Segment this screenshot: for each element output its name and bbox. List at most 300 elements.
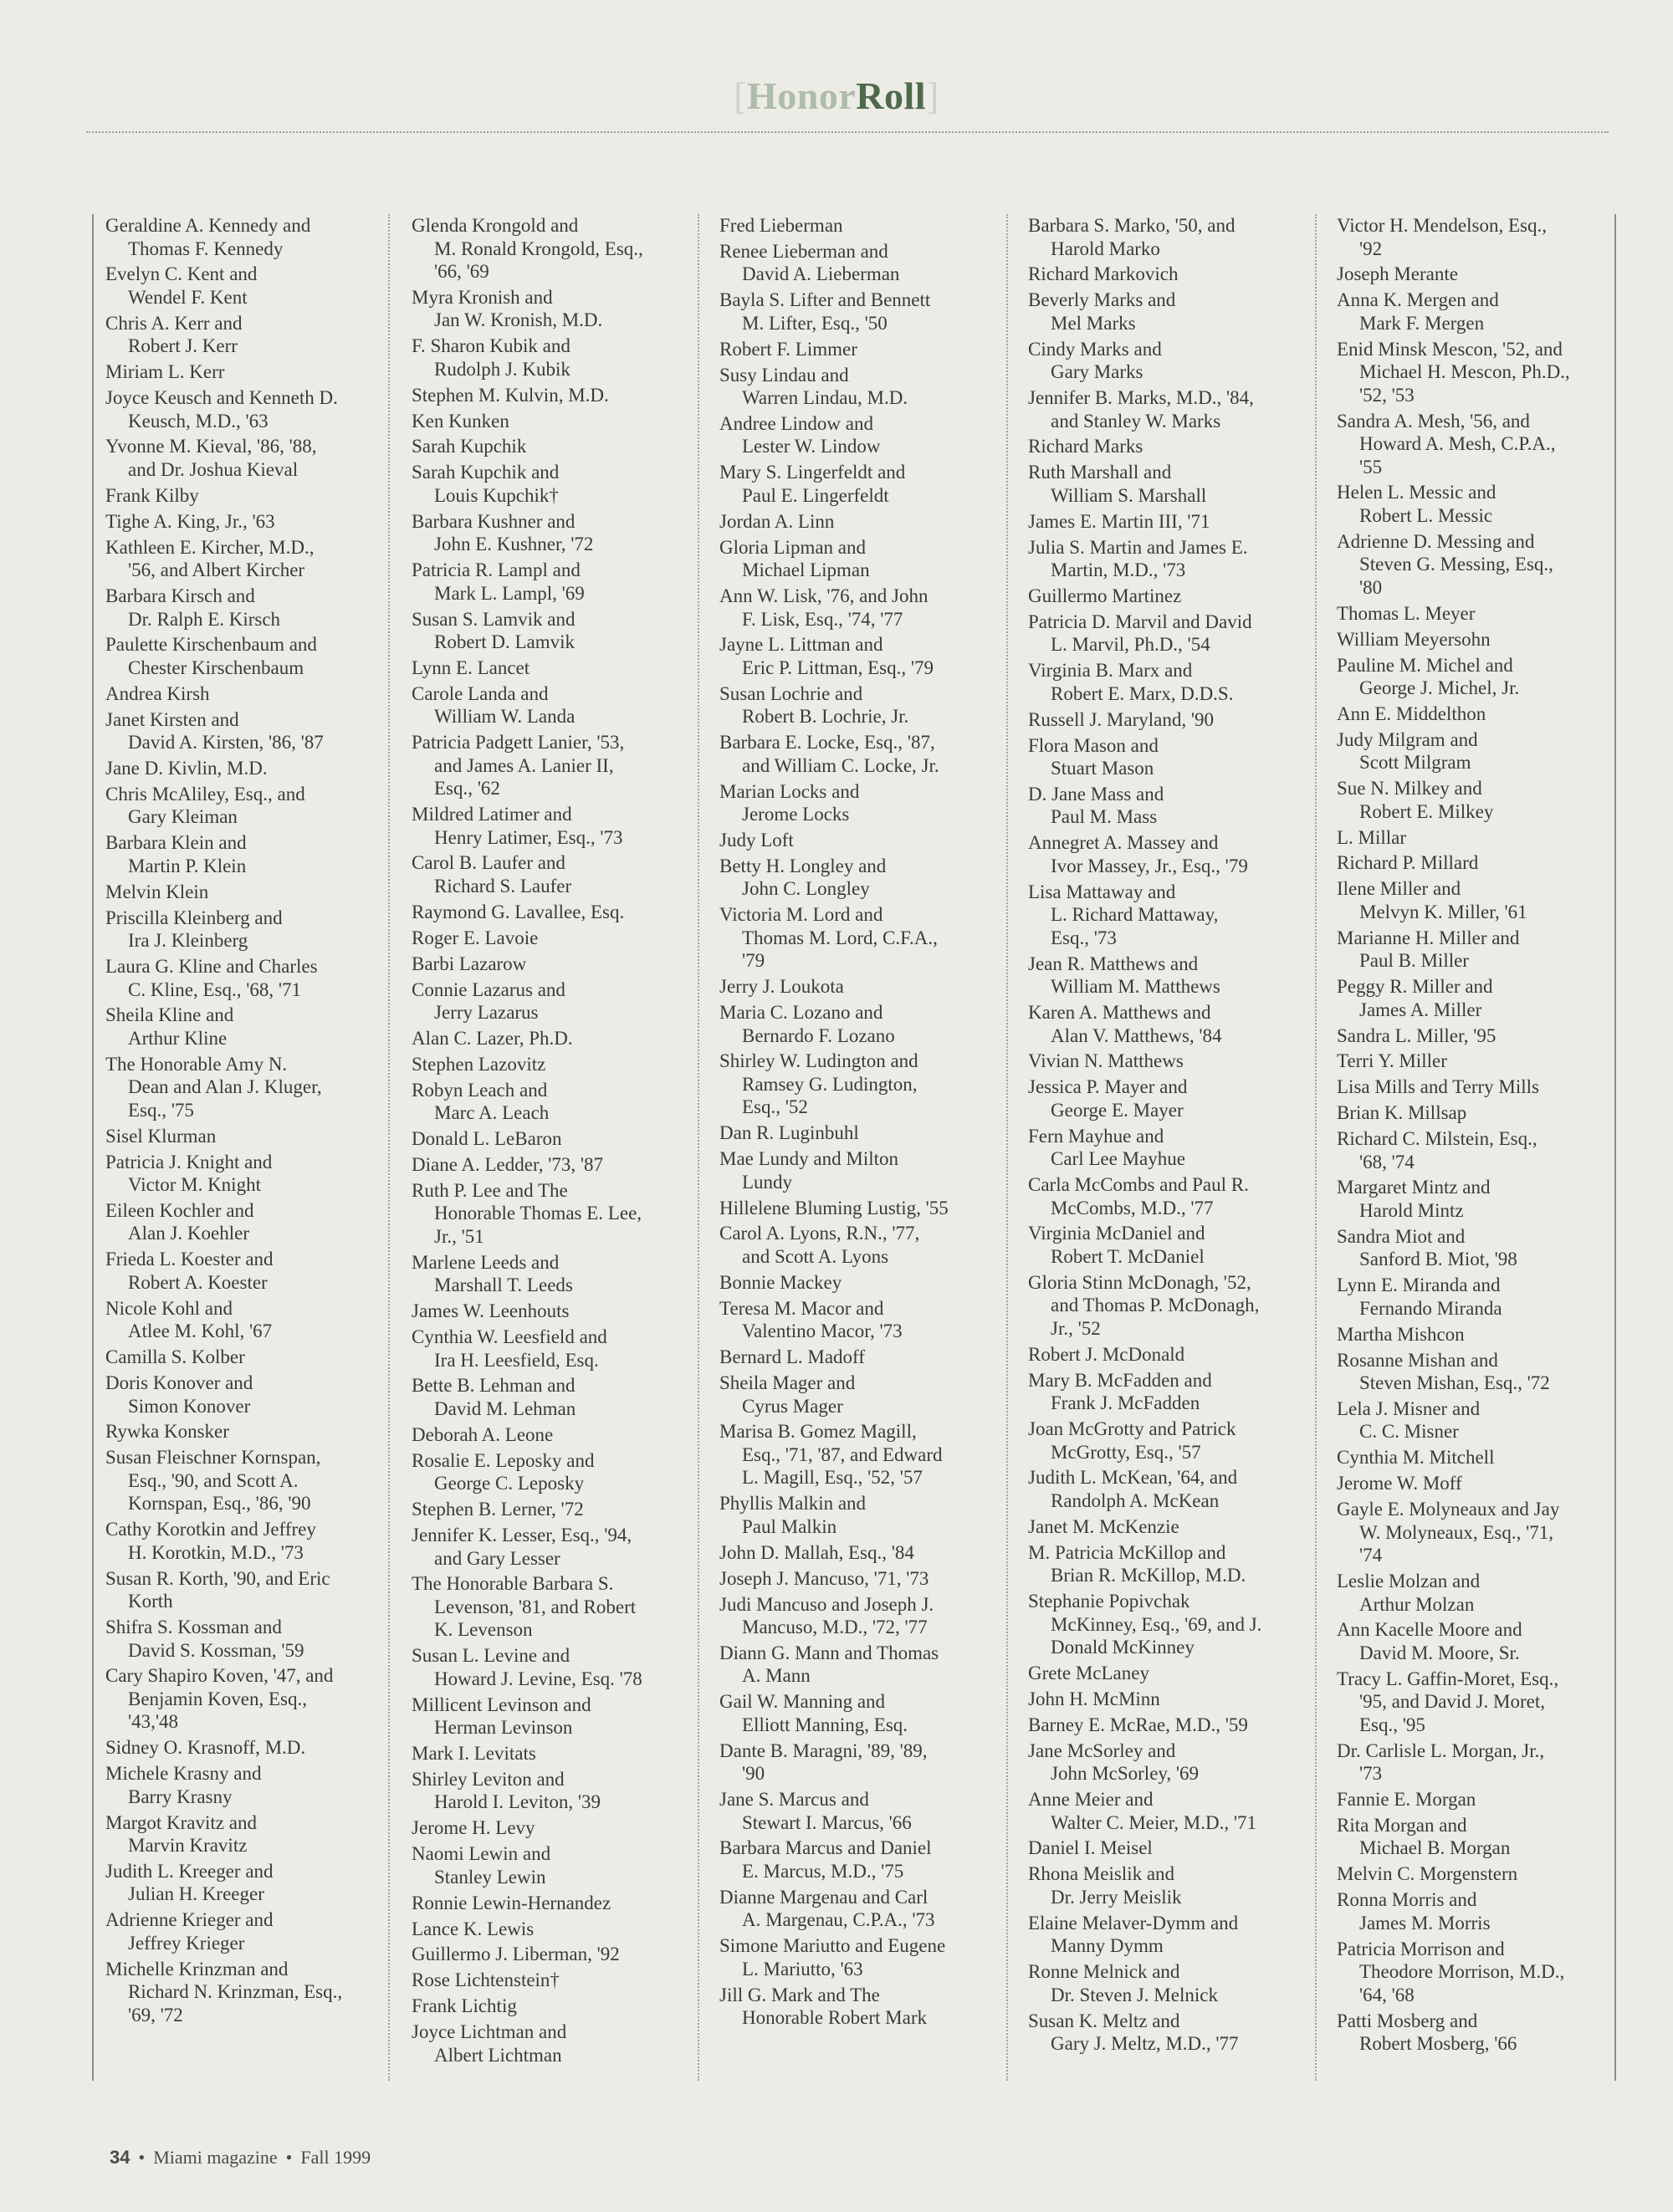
donor-name-line: Lynn E. Lancet: [412, 656, 530, 678]
donor-name-line: Lela J. Misner and: [1337, 1397, 1481, 1419]
donor-entry: [1028, 1001, 1300, 1047]
issue-date: Fall 1999: [300, 2147, 371, 2168]
honor-roll-heading: [0, 74, 1673, 118]
donor-entry: [412, 1572, 683, 1642]
donor-name-continuation: Dr. Steven J. Melnick: [1051, 1984, 1218, 2005]
donor-name-continuation: Bernardo F. Lozano: [742, 1024, 895, 1046]
donor-entry: [1028, 1662, 1300, 1685]
donor-name-continuation: '55: [1359, 456, 1383, 478]
donor-name-line: Richard C. Milstein, Esq.,: [1337, 1128, 1537, 1150]
donor-entry: [412, 384, 683, 407]
donor-entry: [412, 1943, 683, 1966]
donor-name-line: Connie Lazarus and: [412, 978, 565, 1000]
donor-entry: [1028, 1515, 1300, 1539]
donor-name-line: Kathleen E. Kircher, M.D.,: [105, 536, 315, 558]
donor-entry: [105, 633, 377, 679]
donor-name-line: Laura G. Kline and Charles: [105, 956, 318, 978]
donor-name-continuation: and Dr. Joshua Kieval: [128, 458, 299, 480]
column-divider: [698, 214, 699, 2081]
donor-entry: [105, 312, 377, 358]
donor-entry: [1028, 1271, 1300, 1341]
donor-name-line: Judy Milgram and: [1337, 728, 1478, 750]
donor-entry: [1028, 1125, 1300, 1171]
donor-name-line: Judi Mancuso and Joseph J.: [719, 1593, 934, 1615]
donor-entry: [105, 1762, 377, 1808]
donor-name-line: Frank Lichtig: [412, 1995, 517, 2017]
donor-name-continuation: James A. Miller: [1359, 999, 1482, 1020]
donor-name-line: Martha Mishcon: [1337, 1323, 1465, 1345]
donor-name-continuation: Michael Lipman: [742, 559, 870, 581]
donor-entry: [412, 559, 683, 605]
donor-name-continuation: Atlee M. Kohl, '67: [128, 1321, 273, 1342]
donor-name-line: Barbara Kushner and: [412, 510, 576, 532]
donor-name-continuation: McGrotty, Esq., '57: [1051, 1441, 1201, 1463]
donor-name-line: Raymond G. Lavallee, Esq.: [412, 901, 625, 922]
donor-name-line: Grete McLaney: [1028, 1663, 1149, 1683]
donor-entry: [719, 1541, 991, 1565]
donor-name-continuation: Marvin Kravitz: [128, 1835, 248, 1857]
donor-entry: [719, 731, 991, 777]
donor-name-line: Tracy L. Gaffin-Moret, Esq.,: [1337, 1668, 1559, 1689]
donor-name-line: Robyn Leach and: [412, 1079, 548, 1101]
donor-name-continuation: and William C. Locke, Jr.: [742, 754, 939, 776]
donor-name-line: Anna K. Mergen and: [1337, 289, 1499, 311]
donor-entry: [1028, 1837, 1300, 1860]
publication-name: Miami magazine: [153, 2147, 278, 2168]
donor-entry: [719, 1121, 991, 1145]
donor-name-continuation: Stuart Mason: [1051, 758, 1154, 779]
donor-name-line: Lynn E. Miranda and: [1337, 1275, 1501, 1296]
donor-name-continuation: Simon Konover: [128, 1395, 251, 1417]
donor-name-continuation: C. Kline, Esq., '68, '71: [128, 978, 301, 1000]
donor-name-continuation: Rudolph J. Kubik: [434, 358, 570, 380]
donor-name-line: Sandra L. Miller, '95: [1337, 1024, 1496, 1046]
donor-name-continuation: Richard S. Laufer: [434, 875, 572, 897]
donor-name-line: Peggy R. Miller and: [1337, 976, 1493, 998]
donor-name-line: Ruth Marshall and: [1028, 462, 1172, 483]
donor-name-continuation: Mark F. Mergen: [1359, 312, 1485, 334]
donor-name-continuation: David A. Kirsten, '86, '87: [128, 732, 324, 754]
left-margin-rule: [92, 214, 94, 2081]
donor-name-line: Frieda L. Koester and: [105, 1249, 274, 1270]
donor-name-continuation: Levenson, '81, and Robert: [434, 1596, 637, 1617]
donor-name-continuation: Stanley Lewin: [434, 1866, 546, 1888]
donor-name-line: Elaine Melaver-Dymm and: [1028, 1912, 1239, 1934]
column-divider: [1006, 214, 1008, 2081]
donor-name-line: Miriam L. Kerr: [105, 361, 225, 383]
donor-name-line: Bernard L. Madoff: [719, 1346, 865, 1368]
donor-name-line: Susan K. Meltz and: [1028, 2010, 1180, 2031]
donor-name-line: Lance K. Lewis: [412, 1918, 535, 1939]
donor-name-line: Sue N. Milkey and: [1337, 778, 1482, 799]
donor-entry: [1028, 783, 1300, 829]
donor-name-continuation: '73: [1359, 1763, 1383, 1785]
donor-entry: [412, 1693, 683, 1739]
donor-entry: [1337, 1075, 1609, 1099]
donor-entry: [412, 1842, 683, 1888]
donor-entry: [719, 1739, 991, 1785]
donor-entry: [105, 1346, 377, 1369]
donor-name-continuation: Jerome Locks: [742, 804, 850, 825]
donor-name-line: Dr. Carlisle L. Morgan, Jr.,: [1337, 1739, 1545, 1761]
name-column-1: [105, 214, 377, 2030]
donor-name-line: Barbi Lazarow: [412, 953, 527, 974]
donor-name-continuation: Keusch, M.D., '63: [128, 410, 269, 432]
donor-name-continuation: Melvyn K. Miller, '61: [1359, 901, 1527, 922]
donor-entry: [105, 1567, 377, 1613]
donor-entry: [1337, 1472, 1609, 1495]
donor-name-line: Sandra Miot and: [1337, 1225, 1466, 1247]
donor-name-continuation: Esq., '75: [128, 1099, 194, 1121]
donor-entry: [1337, 826, 1609, 850]
donor-name-line: Robert F. Limmer: [719, 338, 857, 360]
donor-entry: [1028, 1418, 1300, 1464]
donor-entry: [1337, 1225, 1609, 1271]
donor-name-line: Dianne Margenau and Carl: [719, 1886, 929, 1908]
donor-name-line: Cynthia M. Mitchell: [1337, 1447, 1495, 1469]
donor-entry: [1337, 777, 1609, 823]
donor-name-continuation: Esq., '73: [1051, 927, 1117, 948]
donor-name-line: Patricia R. Lampl and: [412, 559, 581, 581]
donor-name-line: Myra Kronish and: [412, 286, 553, 308]
donor-entry: [105, 907, 377, 953]
donor-name-continuation: Cyrus Mager: [742, 1395, 843, 1417]
donor-entry: [412, 608, 683, 654]
donor-entry: [719, 214, 991, 238]
donor-entry: [719, 510, 991, 534]
donor-entry: [719, 1492, 991, 1538]
donor-name-continuation: Martin P. Klein: [128, 855, 247, 876]
donor-name-line: Jerome H. Levy: [412, 1817, 535, 1839]
donor-entry: [412, 1498, 683, 1521]
donor-name-line: Jennifer K. Lesser, Esq., '94,: [412, 1525, 632, 1545]
donor-name-line: Carole Landa and: [412, 682, 549, 704]
donor-name-line: M. Patricia McKillop and: [1028, 1541, 1226, 1563]
donor-entry: [1028, 1960, 1300, 2006]
donor-name-line: Lisa Mills and Terry Mills: [1337, 1076, 1540, 1098]
donor-name-continuation: Manny Dymm: [1051, 1935, 1164, 1957]
donor-entry: [719, 1420, 991, 1489]
donor-name-continuation: Dr. Jerry Meislik: [1051, 1886, 1182, 1908]
donor-name-line: Guillermo J. Liberman, '92: [412, 1944, 620, 1965]
donor-name-line: Susan L. Levine and: [412, 1645, 570, 1667]
donor-name-continuation: McKinney, Esq., '69, and J.: [1051, 1613, 1262, 1635]
donor-name-line: Mildred Latimer and: [412, 804, 572, 825]
donor-entry: [719, 1593, 991, 1639]
donor-name-continuation: Robert E. Milkey: [1359, 800, 1494, 822]
donor-entry: [105, 1446, 377, 1515]
donor-name-line: Thomas L. Meyer: [1337, 602, 1476, 624]
donor-entry: [412, 461, 683, 507]
donor-name-line: Barney E. McRae, M.D., '59: [1028, 1714, 1248, 1735]
donor-name-continuation: '43,'48: [128, 1711, 179, 1733]
donor-name-line: Beverly Marks and: [1028, 289, 1176, 311]
footer-bullet: •: [138, 2147, 146, 2168]
donor-entry: [719, 1690, 991, 1736]
donor-name-continuation: Dean and Alan J. Kluger,: [128, 1076, 322, 1098]
donor-name-continuation: M. Lifter, Esq., '50: [742, 312, 888, 334]
donor-name-line: Patricia Padgett Lanier, '53,: [412, 732, 625, 754]
donor-entry: [412, 1449, 683, 1495]
donor-name-line: Diane A. Ledder, '73, '87: [412, 1153, 604, 1175]
donor-entry: [412, 435, 683, 458]
donor-entry: [719, 412, 991, 458]
donor-name-continuation: '74: [1359, 1545, 1383, 1566]
donor-entry: [412, 682, 683, 728]
donor-name-continuation: John McSorley, '69: [1051, 1763, 1200, 1785]
donor-name-continuation: Robert D. Lamvik: [434, 631, 575, 653]
donor-entry: [1337, 654, 1609, 700]
donor-name-line: Ann Kacelle Moore and: [1337, 1619, 1522, 1641]
donor-entry: [105, 708, 377, 754]
donor-name-line: Ann W. Lisk, '76, and John: [719, 585, 929, 607]
donor-name-line: Teresa M. Macor and: [719, 1297, 884, 1319]
donor-name-line: Vivian N. Matthews: [1028, 1050, 1184, 1072]
donor-name-line: Jessica P. Mayer and: [1028, 1076, 1188, 1098]
donor-name-line: Cathy Korotkin and Jeffrey: [105, 1519, 316, 1540]
donor-entry: [105, 360, 377, 384]
donor-name-line: Gloria Lipman and: [719, 536, 867, 558]
donor-name-line: Marianne H. Miller and: [1337, 927, 1520, 948]
donor-entry: [105, 1664, 377, 1734]
donor-name-continuation: Herman Levinson: [434, 1717, 573, 1739]
donor-name-line: Janet Kirsten and: [105, 708, 239, 730]
donor-name-line: Daniel I. Meisel: [1028, 1837, 1153, 1859]
donor-name-continuation: '79: [742, 950, 765, 972]
donor-name-line: Nicole Kohl and: [105, 1297, 233, 1319]
donor-name-continuation: Lester W. Lindow: [742, 436, 881, 457]
donor-name-line: Chris McAliley, Esq., and: [105, 783, 305, 805]
donor-name-line: Judith L. McKean, '64, and: [1028, 1467, 1238, 1489]
donor-name-continuation: A. Margenau, C.P.A., '73: [742, 1909, 935, 1931]
donor-name-line: Patricia Morrison and: [1337, 1938, 1505, 1959]
donor-name-line: Sidney O. Krasnoff, M.D.: [105, 1737, 306, 1759]
donor-name-continuation: Gary Marks: [1051, 361, 1143, 383]
donor-entry: [105, 585, 377, 631]
donor-entry: [412, 1053, 683, 1076]
donor-name-line: F. Sharon Kubik and: [412, 335, 570, 357]
donor-name-continuation: Mel Marks: [1051, 312, 1136, 334]
donor-entry: [1337, 1127, 1609, 1173]
donor-entry: [105, 1053, 377, 1122]
header-dotted-rule: [86, 131, 1609, 133]
donor-entry: [412, 1892, 683, 1915]
donor-entry: [1028, 881, 1300, 950]
donor-entry: [719, 682, 991, 728]
donor-entry: [1028, 708, 1300, 732]
donor-name-line: Carol B. Laufer and: [412, 852, 565, 874]
donor-name-line: Rose Lichtenstein†: [412, 1969, 560, 1991]
donor-name-line: Adrienne D. Messing and: [1337, 530, 1535, 552]
donor-name-line: Richard P. Millard: [1337, 852, 1479, 874]
donor-name-line: Maria C. Lozano and: [719, 1002, 883, 1024]
donor-name-continuation: Randolph A. McKean: [1051, 1489, 1220, 1511]
donor-name-line: Bette B. Lehman and: [412, 1375, 576, 1397]
donor-entry: [1337, 1397, 1609, 1443]
donor-name-continuation: and Stanley W. Marks: [1051, 410, 1221, 432]
donor-entry: [719, 240, 991, 286]
donor-name-continuation: Marshall T. Leeds: [434, 1275, 573, 1296]
donor-entry: [412, 1079, 683, 1125]
donor-name-continuation: Theodore Morrison, M.D.,: [1359, 1961, 1565, 1983]
donor-name-continuation: M. Ronald Krongold, Esq.,: [434, 238, 643, 259]
name-column-5: [1337, 214, 1609, 2058]
donor-name-continuation: Jr., '52: [1051, 1317, 1101, 1339]
donor-name-line: Carol A. Lyons, R.N., '77,: [719, 1223, 920, 1244]
donor-name-line: Barbara Klein and: [105, 832, 247, 854]
donor-name-line: Ronne Melnick and: [1028, 1961, 1180, 1983]
donor-entry: [105, 263, 377, 309]
donor-entry: [412, 410, 683, 433]
donor-name-line: Ann E. Middelthon: [1337, 702, 1486, 724]
donor-name-line: Terri Y. Miller: [1337, 1050, 1447, 1072]
donor-entry: [1337, 410, 1609, 479]
donor-name-line: Naomi Lewin and: [412, 1843, 551, 1865]
donor-name-line: Gail W. Manning and: [719, 1691, 886, 1713]
donor-name-line: Judy Loft: [719, 829, 794, 851]
donor-name-continuation: E. Marcus, M.D., '75: [742, 1860, 904, 1882]
donor-name-continuation: Paul Malkin: [742, 1515, 837, 1537]
donor-entry: [719, 1886, 991, 1932]
donor-name-line: Barbara Kirsch and: [105, 585, 255, 607]
donor-name-line: D. Jane Mass and: [1028, 783, 1164, 805]
donor-name-line: Rita Morgan and: [1337, 1814, 1467, 1836]
donor-entry: [719, 1372, 991, 1418]
donor-name-continuation: Korth: [128, 1591, 173, 1612]
donor-entry: [105, 1736, 377, 1760]
donor-name-continuation: George C. Leposky: [434, 1473, 585, 1494]
donor-entry: [1028, 1343, 1300, 1367]
donor-entry: [105, 1125, 377, 1148]
donor-entry: [1028, 1075, 1300, 1121]
donor-name-continuation: L. Magill, Esq., '52, '57: [742, 1467, 923, 1489]
donor-name-continuation: David M. Lehman: [434, 1397, 576, 1419]
donor-name-line: Patti Mosberg and: [1337, 2010, 1478, 2031]
donor-name-continuation: Frank J. McFadden: [1051, 1392, 1200, 1414]
donor-entry: [1337, 851, 1609, 875]
donor-entry: [412, 335, 683, 381]
donor-entry: [719, 1271, 991, 1295]
donor-name-line: Robert J. McDonald: [1028, 1343, 1185, 1365]
donor-name-continuation: Stewart I. Marcus, '66: [742, 1811, 912, 1833]
donor-name-line: Michelle Krinzman and: [105, 1958, 289, 1980]
donor-name-continuation: Wendel F. Kent: [128, 286, 248, 308]
donor-name-line: Guillermo Martinez: [1028, 585, 1182, 607]
donor-entry: [719, 289, 991, 335]
donor-name-line: Sarah Kupchik: [412, 436, 527, 457]
donor-entry: [1028, 953, 1300, 999]
donor-name-continuation: James M. Morris: [1359, 1912, 1491, 1934]
donor-entry: [719, 1297, 991, 1343]
donor-name-continuation: Barry Krasny: [128, 1785, 233, 1807]
donor-name-continuation: McCombs, M.D., '77: [1051, 1197, 1214, 1218]
donor-name-continuation: David A. Lieberman: [742, 263, 900, 285]
page-number: 34: [110, 2147, 130, 2168]
donor-name-continuation: '52, '53: [1359, 384, 1415, 406]
donor-name-continuation: Thomas M. Lord, C.F.A.,: [742, 927, 938, 948]
donor-name-continuation: Howard A. Mesh, C.P.A.,: [1359, 433, 1556, 455]
donor-name-line: Lisa Mattaway and: [1028, 881, 1176, 902]
donor-name-line: Melvin C. Morgenstern: [1337, 1863, 1518, 1885]
donor-name-line: Millicent Levinson and: [412, 1693, 591, 1715]
donor-name-line: Betty H. Longley and: [719, 855, 887, 876]
donor-name-line: Camilla S. Kolber: [105, 1346, 245, 1368]
donor-entry: [719, 829, 991, 852]
donor-name-line: Susan Lochrie and: [719, 682, 863, 704]
donor-name-line: Victoria M. Lord and: [719, 904, 883, 926]
donor-entry: [1028, 2010, 1300, 2056]
donor-name-continuation: Howard J. Levine, Esq. '78: [434, 1668, 642, 1689]
donor-name-line: Priscilla Kleinberg and: [105, 907, 283, 928]
donor-name-line: Shirley W. Ludington and: [719, 1050, 918, 1072]
donor-name-continuation: Ira J. Kleinberg: [128, 930, 248, 952]
donor-name-continuation: Paul B. Miller: [1359, 950, 1469, 972]
donor-entry: [412, 1816, 683, 1840]
donor-entry: [1028, 1466, 1300, 1512]
donor-entry: [1337, 975, 1609, 1021]
donor-name-line: Gayle E. Molyneaux and Jay: [1337, 1499, 1560, 1520]
donor-name-line: Susan R. Korth, '90, and Eric: [105, 1567, 330, 1589]
donor-name-line: Roger E. Lavoie: [412, 927, 539, 948]
donor-name-line: Russell J. Maryland, '90: [1028, 708, 1214, 730]
donor-name-continuation: Esq., '90, and Scott A.: [128, 1469, 299, 1491]
donor-name-line: Susan S. Lamvik and: [412, 608, 576, 630]
donor-entry: [719, 855, 991, 901]
donor-entry: [105, 1151, 377, 1197]
donor-name-line: Stephen B. Lerner, '72: [412, 1499, 584, 1520]
donor-entry: [1337, 1446, 1609, 1469]
donor-entry: [719, 975, 991, 999]
donor-name-continuation: Julian H. Kreeger: [128, 1883, 264, 1905]
donor-entry: [1337, 728, 1609, 774]
donor-entry: [1337, 289, 1609, 335]
donor-entry: [1337, 628, 1609, 651]
donor-entry: [719, 1837, 991, 1882]
donor-name-continuation: Victor M. Knight: [128, 1174, 261, 1196]
donor-name-continuation: Sanford B. Miot, '98: [1359, 1249, 1517, 1270]
donor-name-line: Ken Kunken: [412, 410, 509, 432]
donor-name-line: Paulette Kirschenbaum and: [105, 634, 317, 656]
donor-name-continuation: and Gary Lesser: [434, 1547, 560, 1569]
donor-name-line: Jayne L. Littman and: [719, 634, 883, 656]
donor-name-continuation: Robert E. Marx, D.D.S.: [1051, 682, 1234, 704]
donor-entry: [719, 1984, 991, 2030]
donor-name-continuation: Fernando Miranda: [1359, 1297, 1502, 1319]
donor-entry: [719, 903, 991, 973]
donor-name-line: Richard Marks: [1028, 436, 1143, 457]
donor-name-line: Frank Kilby: [105, 484, 199, 506]
donor-name-continuation: '68, '74: [1359, 1151, 1415, 1172]
donor-name-line: Gloria Stinn McDonagh, '52,: [1028, 1271, 1251, 1293]
donor-name-line: Mae Lundy and Milton: [719, 1148, 898, 1170]
donor-name-line: Simone Mariutto and Eugene: [719, 1935, 946, 1957]
donor-entry: [105, 955, 377, 1001]
donor-entry: [719, 1050, 991, 1119]
donor-entry: [412, 731, 683, 800]
donor-entry: [1337, 214, 1609, 260]
donor-name-line: Sheila Kline and: [105, 1004, 234, 1026]
donor-entry: [412, 1969, 683, 1992]
donor-name-continuation: Martin, M.D., '73: [1051, 559, 1186, 581]
donor-name-line: Marlene Leeds and: [412, 1251, 560, 1273]
donor-name-line: Eileen Kochler and: [105, 1199, 254, 1221]
donor-entry: [412, 1768, 683, 1814]
donor-name-continuation: Richard N. Krinzman, Esq.,: [128, 1981, 343, 2003]
donor-entry: [105, 1908, 377, 1954]
donor-name-continuation: Robert J. Kerr: [128, 335, 238, 357]
donor-name-line: Virginia McDaniel and: [1028, 1223, 1205, 1244]
donor-entry: [1028, 734, 1300, 780]
